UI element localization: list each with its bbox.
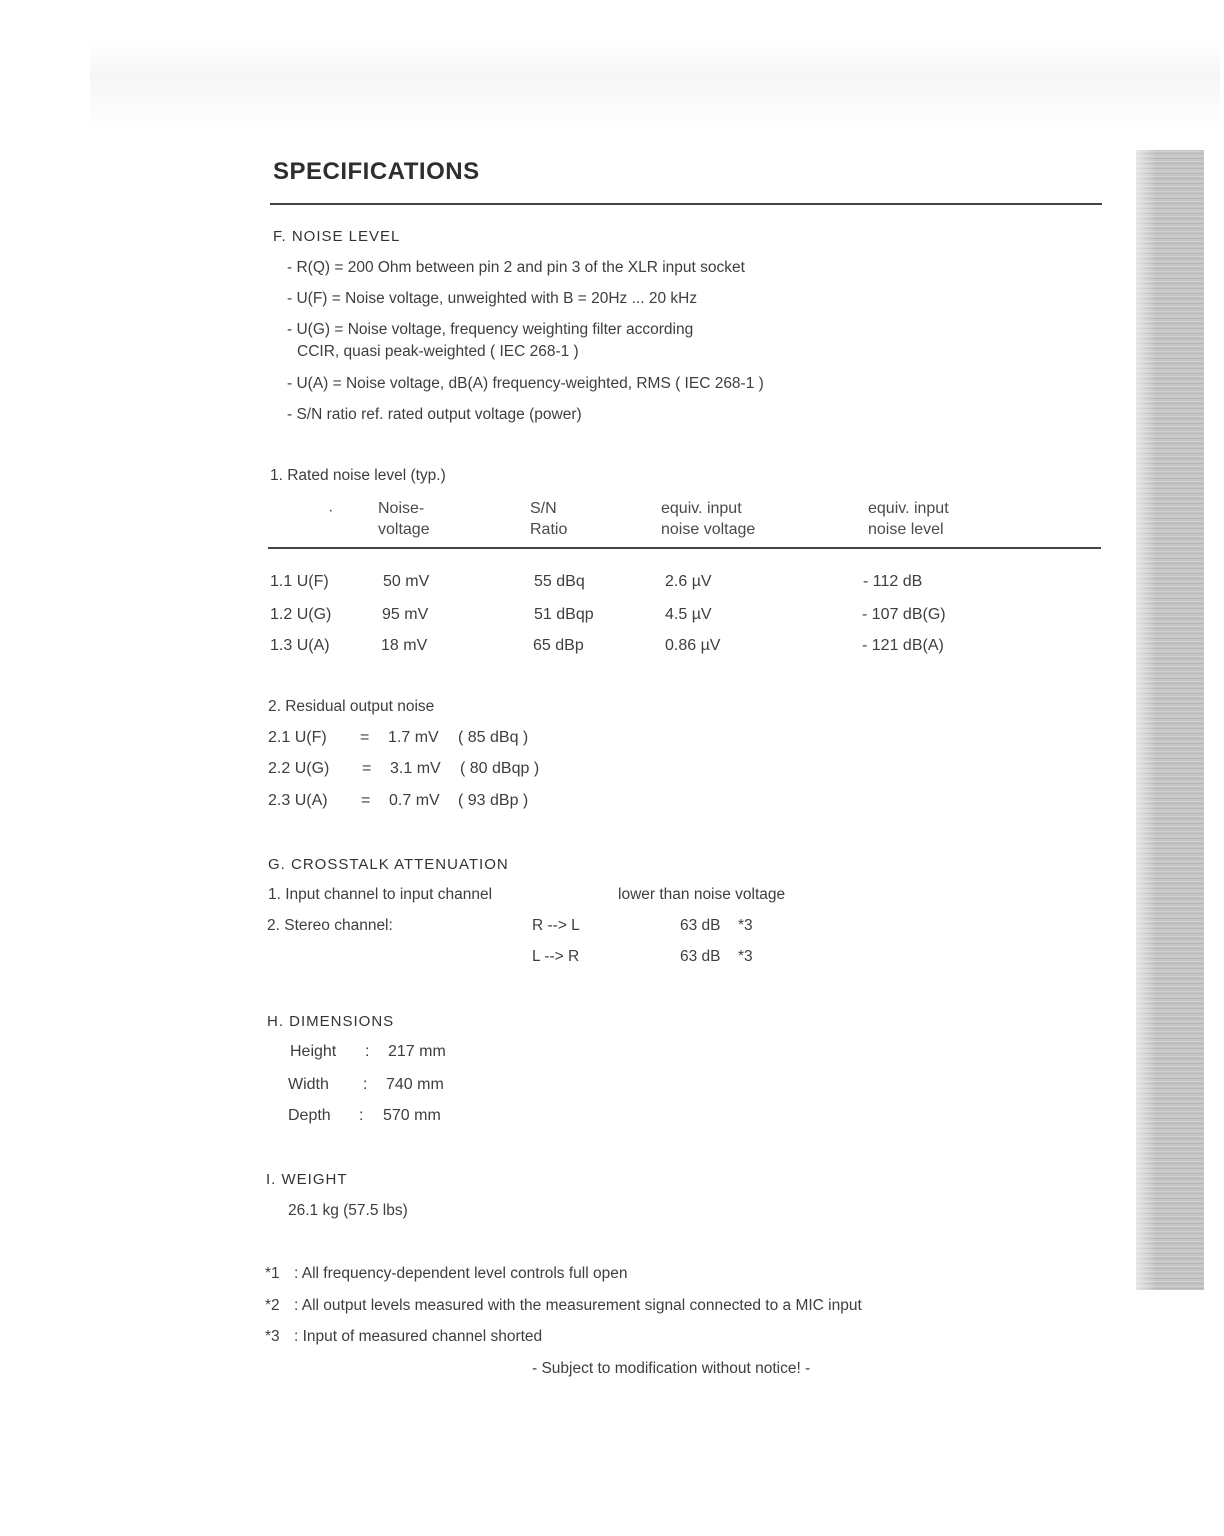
- noise-def-ug-cont: CCIR, quasi peak-weighted ( IEC 268-1 ): [297, 343, 579, 360]
- col-header-line: Noise-: [378, 500, 425, 517]
- row-equiv-level: - 112 dB: [863, 573, 923, 590]
- crosstalk-row2-label: 2. Stereo channel:: [267, 917, 393, 934]
- footnote-mark: *2: [265, 1297, 280, 1314]
- row-sn: 51 dBqp: [534, 606, 594, 623]
- scan-edge-shadow: [1136, 150, 1204, 1290]
- noise-def-ug: - U(G) = Noise voltage, frequency weighting filter according: [287, 321, 694, 338]
- col-header-line: equiv. input: [868, 500, 949, 517]
- dimension-value: 570 mm: [383, 1107, 441, 1124]
- col-header-line: Ratio: [530, 521, 568, 538]
- residual-label: 2.1 U(F): [268, 729, 327, 746]
- col-header-line: noise voltage: [661, 521, 756, 538]
- noise-def-sn: - S/N ratio ref. rated output voltage (power): [287, 406, 582, 423]
- residual-ref: ( 80 dBqp ): [460, 760, 540, 777]
- residual-label: 2.3 U(A): [268, 792, 328, 809]
- row-sn: 55 dBq: [534, 573, 585, 590]
- dimension-value: 217 mm: [388, 1043, 446, 1060]
- crosstalk-row1-label: 1. Input channel to input channel: [268, 886, 493, 903]
- crosstalk-row2-direction: R --> L: [532, 917, 580, 934]
- title-rule: [270, 203, 1102, 205]
- dimension-label: Width: [288, 1076, 329, 1093]
- row-label: 1.2 U(G): [270, 606, 332, 623]
- scan-shadow: [90, 40, 1220, 130]
- dimension-value: 740 mm: [386, 1076, 444, 1093]
- section-heading-crosstalk: G. CROSSTALK ATTENUATION: [268, 856, 509, 873]
- col-header-equiv-voltage: [661, 498, 755, 540]
- crosstalk-row2-note: *3: [738, 917, 753, 934]
- dimension-sep: :: [359, 1107, 364, 1124]
- residual-noise-heading: 2. Residual output noise: [268, 698, 435, 715]
- row-label: 1.1 U(F): [270, 573, 329, 590]
- row-equiv-voltage: 4.5 µV: [665, 606, 712, 623]
- noise-def-ua: - U(A) = Noise voltage, dB(A) frequency-weighted, RMS ( IEC 268-1 ): [287, 375, 764, 392]
- section-heading-weight: I. WEIGHT: [266, 1171, 348, 1188]
- footnote-mark: *3: [265, 1328, 280, 1345]
- residual-value: 3.1 mV: [390, 760, 441, 777]
- dimension-label: Height: [290, 1043, 337, 1060]
- row-equiv-level: - 107 dB(G): [862, 606, 946, 623]
- residual-value: 1.7 mV: [388, 729, 439, 746]
- crosstalk-row3-note: *3: [738, 948, 753, 965]
- col-header-sn-ratio: [530, 498, 567, 540]
- dimension-sep: :: [363, 1076, 368, 1093]
- dimension-sep: :: [365, 1043, 370, 1060]
- noise-def-rq: - R(Q) = 200 Ohm between pin 2 and pin 3 of the XLR input socket: [287, 259, 745, 276]
- footnote-text: : Input of measured channel shorted: [294, 1328, 543, 1345]
- col-header-line: equiv. input: [661, 500, 742, 517]
- residual-eq: =: [360, 729, 370, 746]
- row-label: 1.3 U(A): [270, 637, 330, 654]
- row-noise: 18 mV: [381, 637, 428, 654]
- weight-value: 26.1 kg (57.5 lbs): [288, 1202, 408, 1219]
- page-title: SPECIFICATIONS: [273, 158, 480, 185]
- col-header-line: voltage: [378, 521, 430, 538]
- section-heading-dimensions: H. DIMENSIONS: [267, 1013, 395, 1030]
- residual-value: 0.7 mV: [389, 792, 440, 809]
- residual-ref: ( 93 dBp ): [458, 792, 529, 809]
- crosstalk-row3-direction: L --> R: [532, 948, 580, 965]
- row-equiv-level: - 121 dB(A): [862, 637, 944, 654]
- crosstalk-row1-value: lower than noise voltage: [618, 886, 786, 903]
- col-header-line: S/N: [530, 500, 557, 517]
- table-dot: ·: [328, 502, 334, 519]
- dimension-label: Depth: [288, 1107, 331, 1124]
- col-header-line: noise level: [868, 521, 944, 538]
- footnote-mark: *1: [265, 1265, 280, 1282]
- residual-label: 2.2 U(G): [268, 760, 330, 777]
- row-equiv-voltage: 0.86 µV: [665, 637, 721, 654]
- col-header-noise-voltage: [378, 498, 430, 540]
- col-header-equiv-level: [868, 498, 949, 540]
- row-noise: 50 mV: [383, 573, 430, 590]
- modification-notice: - Subject to modification without notice! -: [532, 1360, 811, 1377]
- section-heading-noise-level: F. NOISE LEVEL: [273, 228, 401, 245]
- footnote-text: : All output levels measured with the measurement signal connected to a MIC input: [294, 1297, 862, 1314]
- rated-noise-heading: 1. Rated noise level (typ.): [270, 467, 446, 484]
- row-noise: 95 mV: [382, 606, 429, 623]
- residual-ref: ( 85 dBq ): [458, 729, 529, 746]
- table-header-rule: [268, 547, 1101, 549]
- footnote-text: : All frequency-dependent level controls full open: [294, 1265, 628, 1282]
- residual-eq: =: [361, 792, 371, 809]
- crosstalk-row2-value: 63 dB: [680, 917, 721, 934]
- crosstalk-row3-value: 63 dB: [680, 948, 721, 965]
- row-equiv-voltage: 2.6 µV: [665, 573, 712, 590]
- residual-eq: =: [362, 760, 372, 777]
- row-sn: 65 dBp: [533, 637, 584, 654]
- noise-def-uf: - U(F) = Noise voltage, unweighted with B = 20Hz ... 20 kHz: [287, 290, 698, 307]
